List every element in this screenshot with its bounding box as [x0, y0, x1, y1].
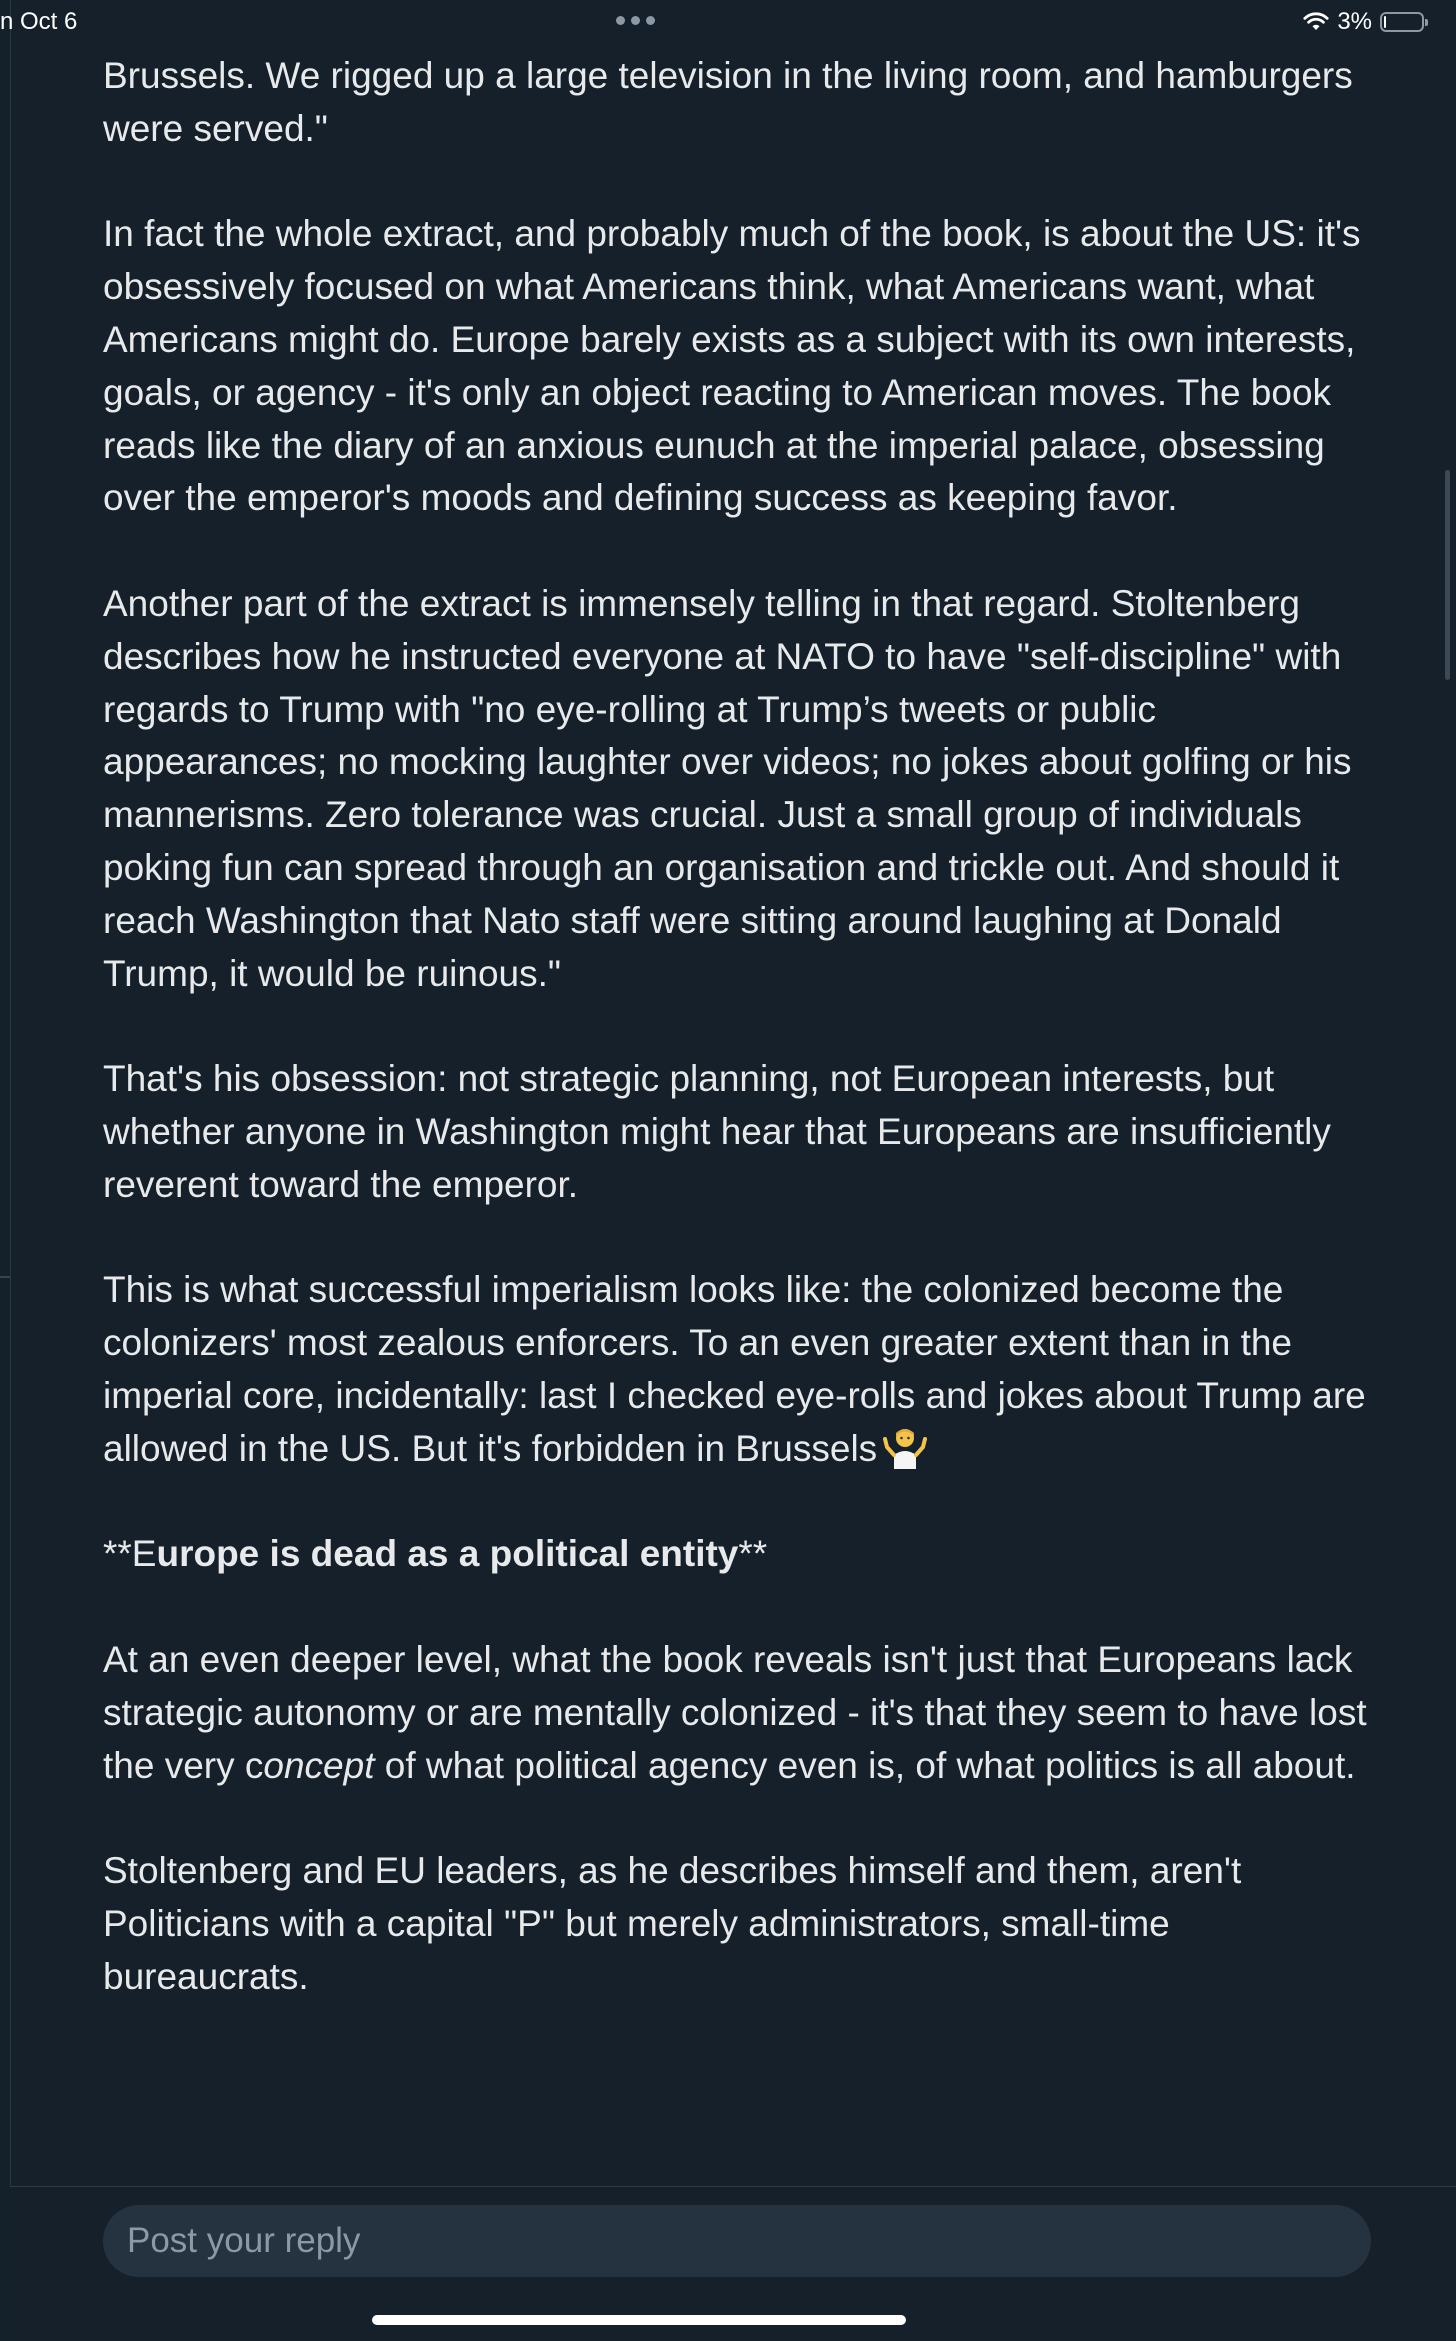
scrollbar-thumb[interactable] [1445, 470, 1450, 680]
battery-percent: 3% [1337, 8, 1372, 35]
post-paragraph: That's his obsession: not strategic planning, not European interests, but whether anyone in Washington might hear that Europeans are insufficiently reverent toward the emperor. [103, 1058, 1331, 1205]
post-paragraph-agency [103, 1634, 1373, 1792]
battery-fill [1384, 16, 1386, 28]
dot [631, 16, 640, 25]
dot [616, 16, 625, 25]
post-paragraph-with-emoji [103, 1264, 1373, 1475]
agency-text-after: of what political agency even is, of what politics is all about. [374, 1744, 1356, 1786]
status-indicators [1303, 8, 1424, 36]
status-time: n Oct 6 [0, 8, 78, 35]
heading-prefix: **E [103, 1533, 157, 1575]
post-paragraph-text: This is what successful imperialism looks like: the colonized become the colonizers' most zealous enforcers. To an even greater extent than in the imperial core, incidentally: last I checked eye-rolls and jokes about Trump are allowed in the US. But it's forbidden in Brussels [103, 1269, 1366, 1469]
agency-text-italic: oncept [263, 1744, 375, 1786]
post-body [103, 50, 1373, 2056]
dot [646, 16, 655, 25]
post-paragraph: Brussels. We rigged up a large television in the living room, and hamburgers were served." [103, 55, 1353, 149]
status-bar [0, 0, 1456, 46]
wifi-icon [1303, 12, 1329, 32]
left-rail-divider [0, 1276, 10, 1278]
more-dots-icon[interactable] [616, 16, 655, 25]
post-paragraph: Another part of the extract is immensely telling in that regard. Stoltenberg describes how he instructed everyone at NATO to have "self-discipline" with regards to Trump with "no eye-rolling at Trump’s tweets or public appearances; no mocking laughter over videos; no jokes about golfing or his mannerisms. Zero tolerance was crucial. Just a small group of individuals poking fun can spread through an organisation and trickle out. And should it reach Washington that Nato staff were sitting around laughing at Donald Trump, it would be ruinous." [103, 582, 1352, 994]
post-paragraph: Stoltenberg and EU leaders, as he describes himself and them, aren't Politicians with a capital "P" but merely administrators, small-time bureaucrats. [103, 1850, 1242, 1997]
heading-suffix: ** [738, 1533, 768, 1575]
left-rail [0, 0, 11, 2341]
heading-bold-text: urope is dead as a political entity [156, 1533, 739, 1575]
home-indicator[interactable] [372, 2315, 906, 2325]
section-heading [103, 1528, 1373, 1581]
battery-icon [1380, 12, 1424, 32]
reply-input[interactable] [103, 2205, 1371, 2277]
person-shrugging-icon [883, 1425, 927, 1469]
post-paragraph: In fact the whole extract, and probably much of the book, is about the US: it's obsessively focused on what Americans think, what Americans want, what Americans might do. Europe barely exists as a subject with its own interests, goals, or agency - it's only an object reacting to American moves. The book reads like the diary of an anxious eunuch at the imperial palace, obsessing over the emperor's moods and defining success as keeping favor. [103, 213, 1361, 519]
agency-text-before: At an even deeper level, what the book reveals isn't just that Europeans lack strategic autonomy or are mentally colonized - it's that they seem to have lost the very c [103, 1638, 1367, 1786]
